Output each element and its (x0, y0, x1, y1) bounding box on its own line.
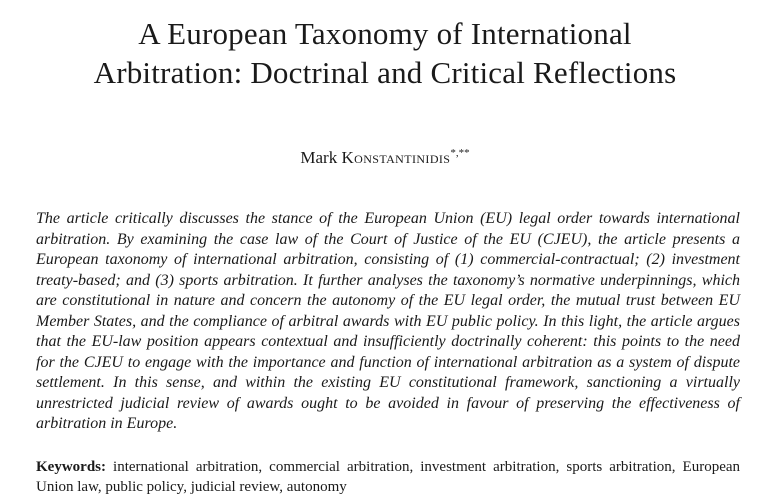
title-line-1: A European Taxonomy of International (138, 16, 632, 51)
abstract-text: The article critically discusses the stance of the European Union (EU) legal order towards international arbitration. By examining the case law of the Court of Justice of the EU (CJEU), the article presents a European taxonomy of international arbitration, consisting of (1) commercial-contractual; (2) investment treaty-based; and (3) sports arbitration. It further analyses the taxonomy’s normative underpinnings, which are constitutional in nature and concern the autonomy of the EU legal order, the mutual trust between EU Member States, and the compliance of arbitral awards with EU public policy. In this light, the article argues that the EU-law position appears contextual and insufficiently doctrinally coherent: this points to the need for the CJEU to engage with the importance and function of international arbitration as a system of dispute settlement. In this sense, and within the existing EU constitutional framework, sanctioning a virtually unrestricted judicial review of awards ought to be avoided in favour of preserving the effectiveness of arbitration in Europe. (36, 210, 740, 432)
author-given-name: Mark (300, 148, 338, 167)
keywords-label: Keywords: (36, 459, 106, 475)
author-surname: Konstantinidis (341, 148, 451, 167)
keywords-list: international arbitration, commercial arbitration, investment arbitration, sports arbitration, European Union law, public policy, judicial review, autonomy (36, 459, 741, 495)
paper-title (0, 14, 770, 92)
keywords (36, 457, 740, 497)
author-footnote-marks: *,** (450, 147, 470, 159)
title-line-2: Arbitration: Doctrinal and Critical Reflections (93, 55, 677, 90)
author-line (0, 147, 770, 169)
